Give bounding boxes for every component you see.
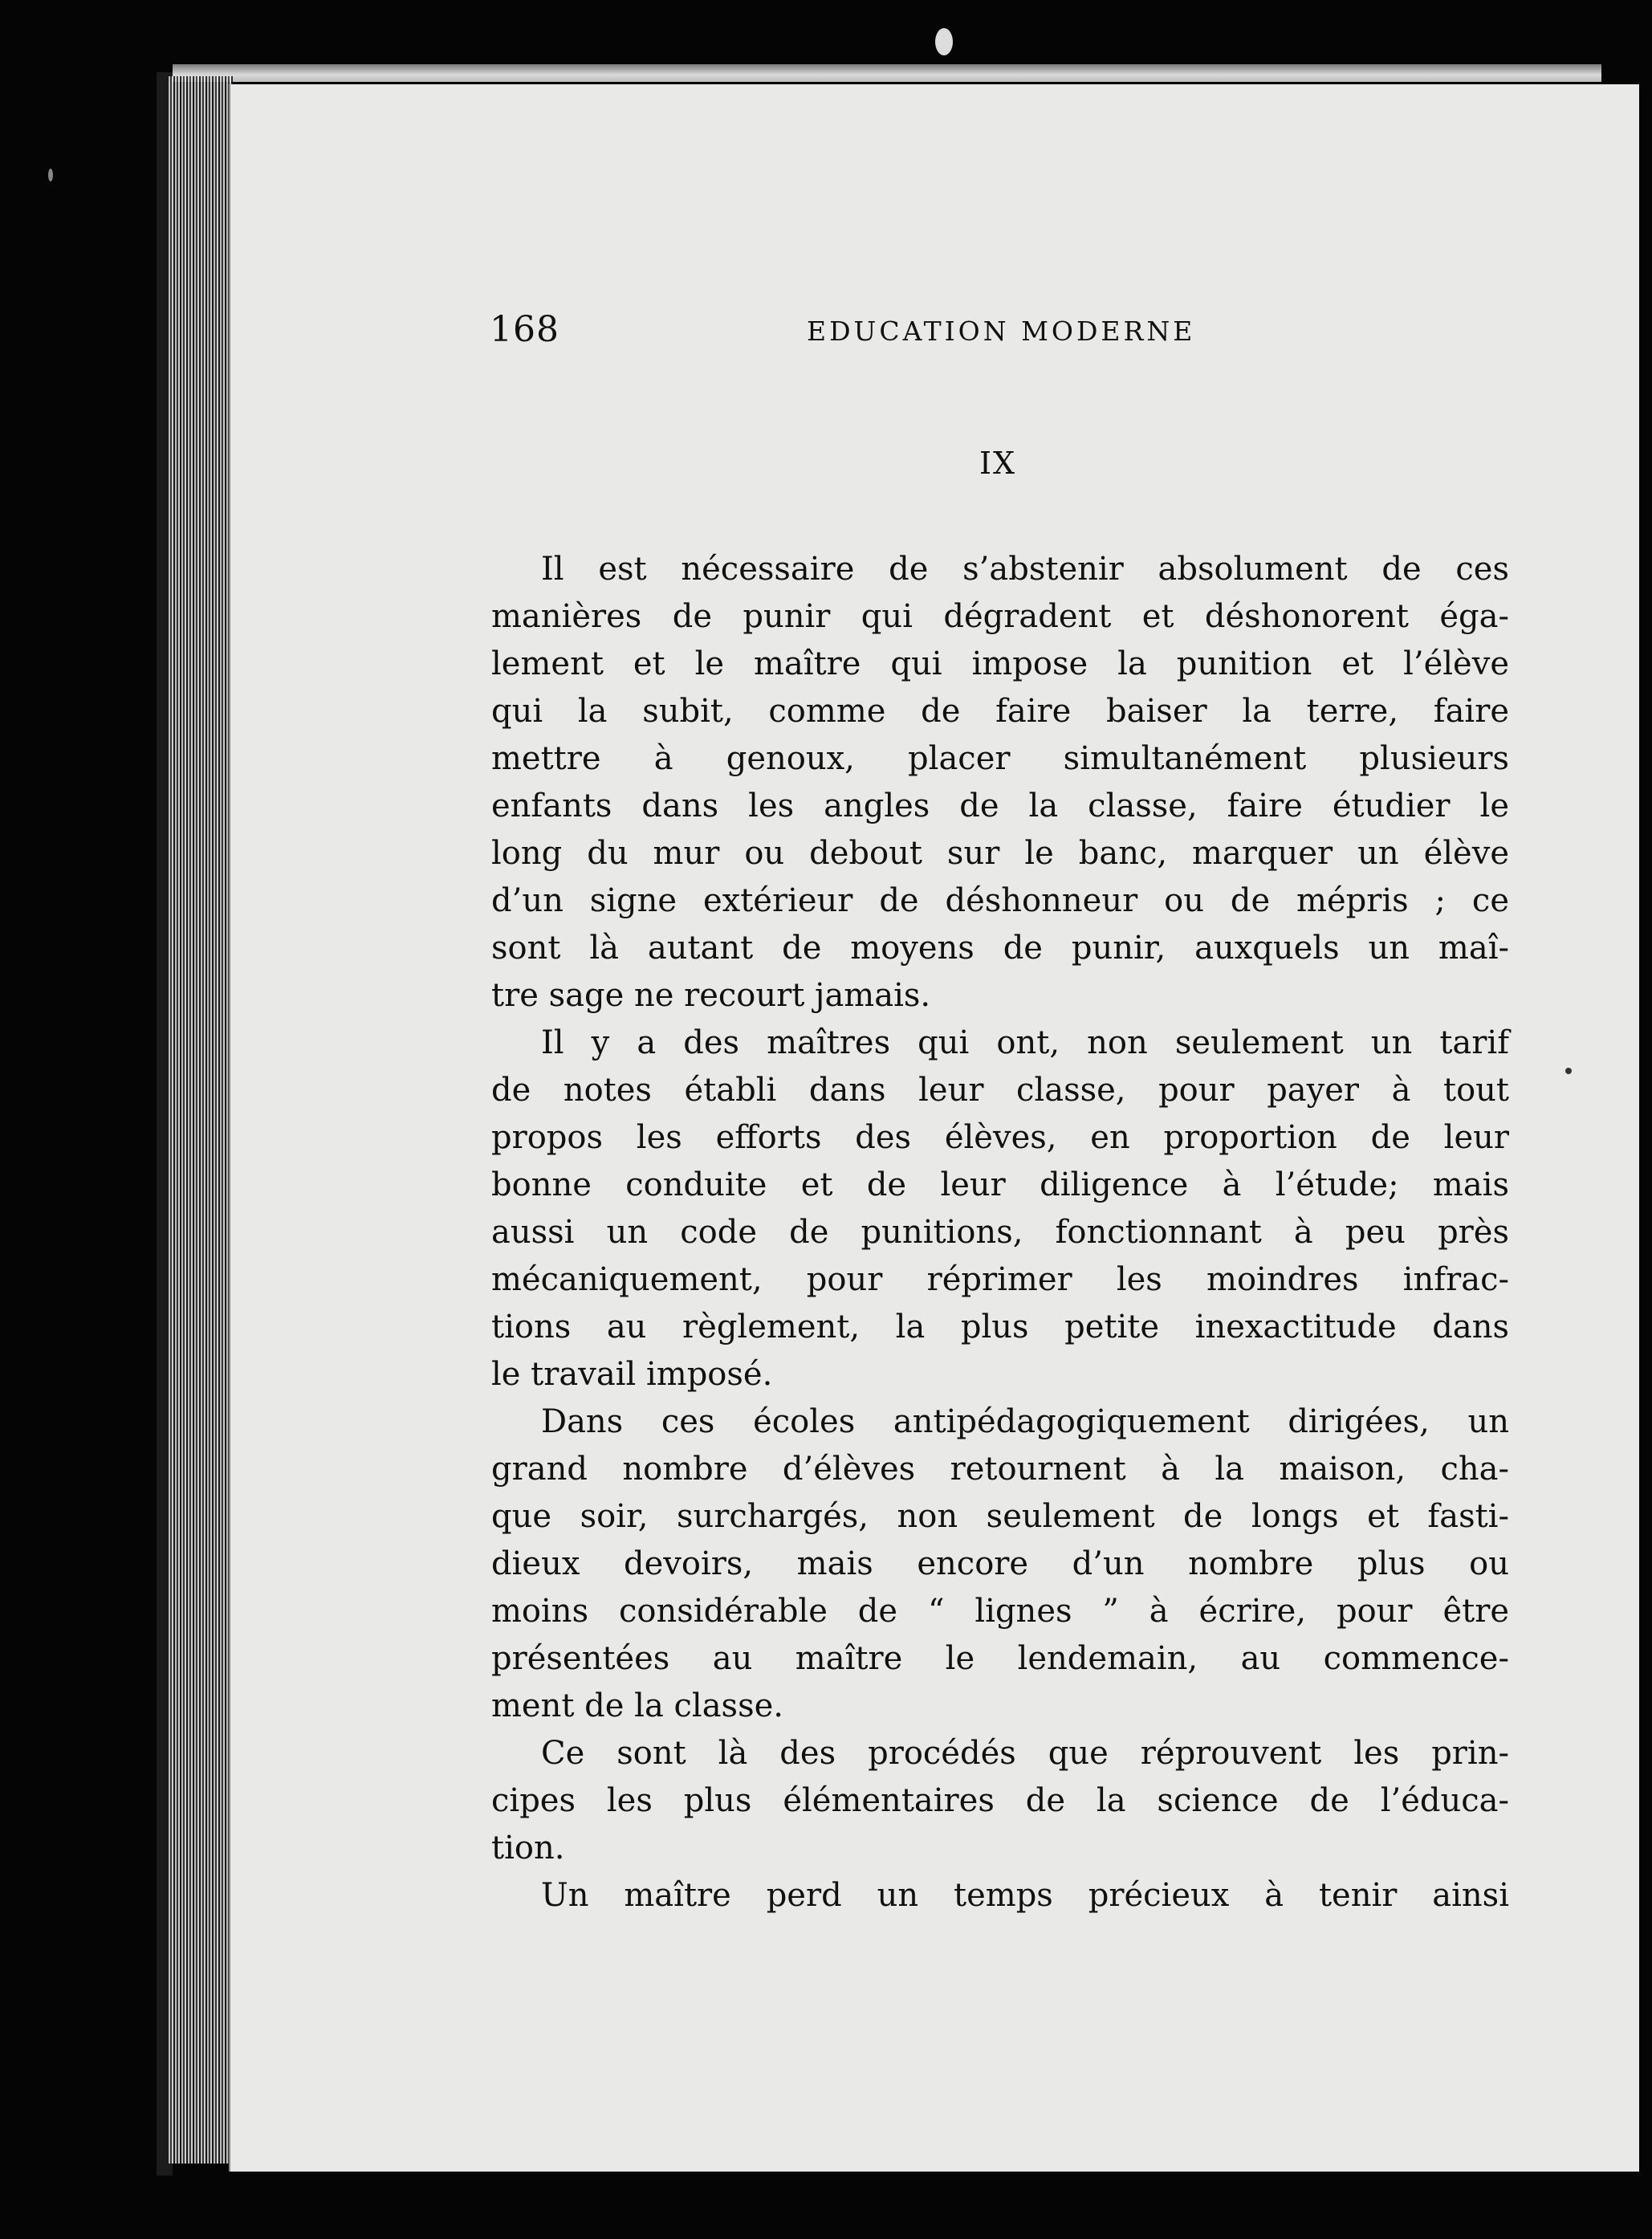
text-line: que soir, surchargés, non seulement de longs et fasti- [491, 1498, 1509, 1535]
text-line: Ce sont là des procédés que réprouvent les prin- [541, 1735, 1509, 1772]
stacked-page-edges [169, 76, 233, 2164]
section-numeral: IX [979, 446, 1017, 481]
dust-speck [48, 169, 53, 181]
text-line: de notes établi dans leur classe, pour payer à tout [491, 1072, 1509, 1109]
text-line: sont là autant de moyens de punir, auxquels un maî- [491, 930, 1509, 967]
text-line: enfants dans les angles de la classe, faire étudier le [491, 788, 1509, 824]
text-line: aussi un code de punitions, fonctionnant à peu près [491, 1214, 1509, 1251]
text-line: Dans ces écoles antipédagogiquement dirigées, un [541, 1403, 1509, 1440]
text-line: le travail imposé. [491, 1356, 773, 1393]
dust-speck [935, 28, 953, 55]
text-line: tre sage ne recourt jamais. [491, 977, 931, 1014]
page-number: 168 [490, 309, 559, 350]
running-title: EDUCATION MODERNE [807, 315, 1196, 347]
text-line: d’un signe extérieur de déshonneur ou de mépris ; ce [491, 882, 1509, 919]
running-head [490, 309, 1244, 357]
text-line: bonne conduite et de leur diligence à l’étude; mais [491, 1166, 1509, 1203]
text-line: ment de la classe. [491, 1687, 783, 1724]
text-line: long du mur ou debout sur le banc, marquer un élève [491, 835, 1509, 872]
text-line: lement et le maître qui impose la punition et l’élève [491, 645, 1509, 682]
body-text [491, 546, 1509, 1919]
text-line: propos les efforts des élèves, en proportion de leur [491, 1119, 1509, 1156]
page-top-edge [173, 64, 1601, 82]
text-line: qui la subit, comme de faire baiser la terre, faire [491, 693, 1509, 730]
text-line: mécaniquement, pour réprimer les moindres infrac- [491, 1261, 1509, 1298]
text-line: cipes les plus élémentaires de la science de l’éduca- [491, 1782, 1509, 1819]
text-line: Il y a des maîtres qui ont, non seulement un tarif [541, 1024, 1509, 1061]
text-line: tions au règlement, la plus petite inexactitude dans [491, 1309, 1509, 1345]
text-line: Un maître perd un temps précieux à tenir ainsi [541, 1877, 1509, 1914]
text-line: grand nombre d’élèves retournent à la maison, cha- [491, 1451, 1509, 1488]
text-line: mettre à genoux, placer simultanément plusieurs [491, 740, 1509, 777]
text-line: présentées au maître le lendemain, au commence- [491, 1640, 1509, 1677]
text-line: moins considérable de “ lignes ” à écrire, pour être [491, 1593, 1509, 1630]
text-line: dieux devoirs, mais encore d’un nombre plus ou [491, 1545, 1509, 1582]
text-line: Il est nécessaire de s’abstenir absolument de ces [541, 551, 1509, 588]
text-line: manières de punir qui dégradent et déshonorent éga- [491, 598, 1509, 635]
text-line: tion. [491, 1830, 565, 1867]
dust-speck [1565, 1068, 1572, 1074]
